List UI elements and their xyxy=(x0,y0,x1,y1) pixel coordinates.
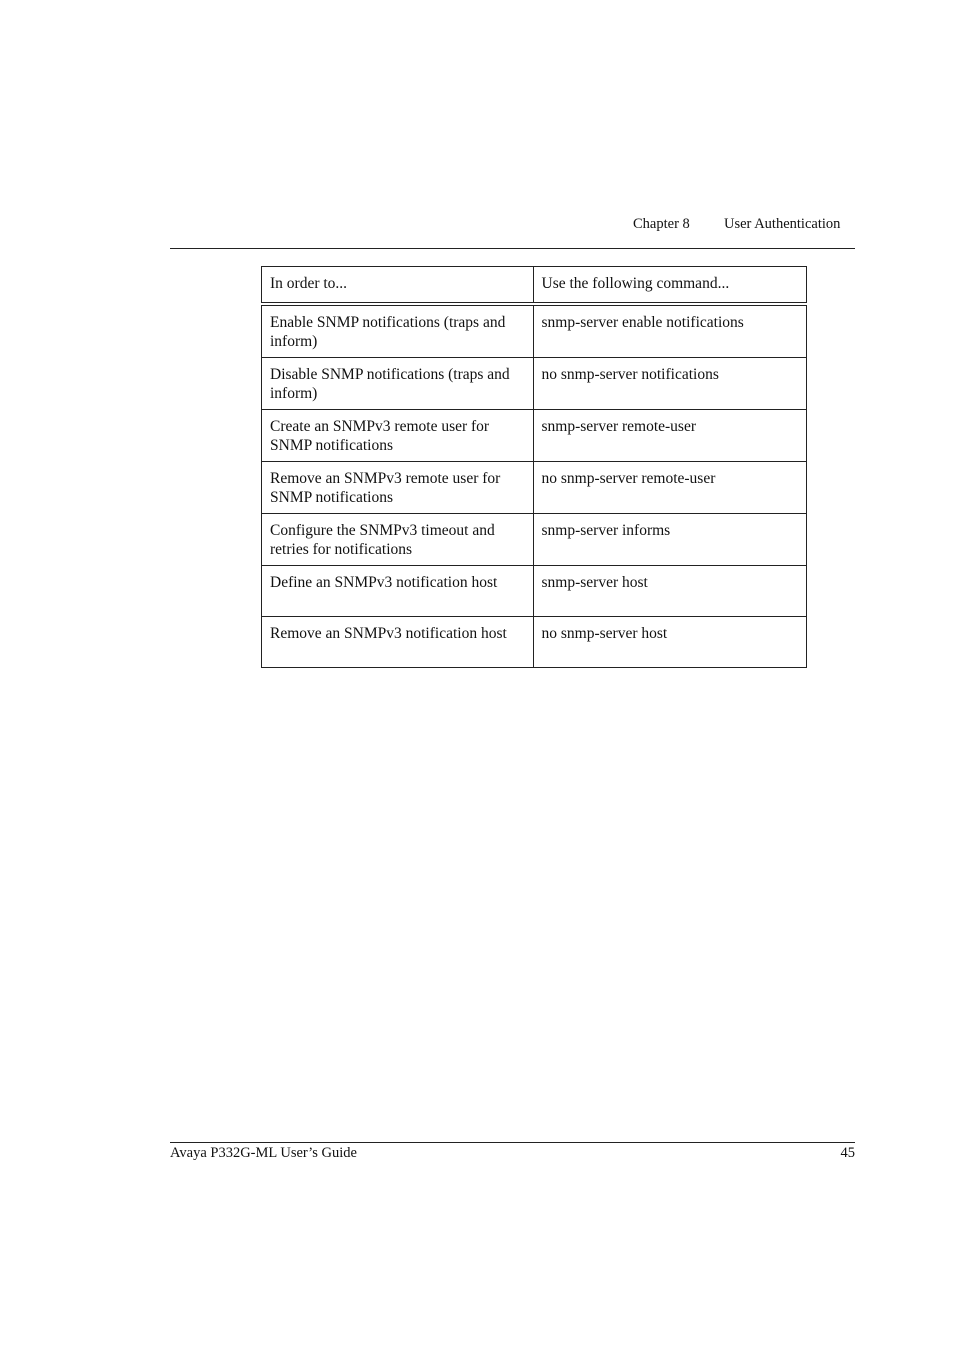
table-row xyxy=(262,461,807,513)
command-cell: snmp-server remote-user xyxy=(533,409,807,461)
column-header-command: Use the following command... xyxy=(533,267,807,304)
task-cell: Enable SNMP notifications (traps and inform) xyxy=(262,304,534,358)
column-header-task: In order to... xyxy=(262,267,534,304)
command-cell: no snmp-server host xyxy=(533,616,807,667)
command-cell: no snmp-server remote-user xyxy=(533,461,807,513)
page-number: 45 xyxy=(840,1145,855,1161)
table-row xyxy=(262,409,807,461)
command-table xyxy=(261,266,807,668)
table-row xyxy=(262,513,807,565)
table-row xyxy=(262,304,807,358)
command-cell: snmp-server enable notifications xyxy=(533,304,807,358)
chapter-label: Chapter 8 xyxy=(633,216,690,232)
table-row xyxy=(262,565,807,616)
command-cell: snmp-server informs xyxy=(533,513,807,565)
table-header-row xyxy=(262,267,807,304)
task-cell: Create an SNMPv3 remote user for SNMP notifications xyxy=(262,409,534,461)
task-cell: Configure the SNMPv3 timeout and retries for notifications xyxy=(262,513,534,565)
task-cell: Define an SNMPv3 notification host xyxy=(262,565,534,616)
task-cell: Remove an SNMPv3 notification host xyxy=(262,616,534,667)
task-cell: Remove an SNMPv3 remote user for SNMP notifications xyxy=(262,461,534,513)
command-cell: snmp-server host xyxy=(533,565,807,616)
section-title: User Authentication xyxy=(724,216,841,232)
page-header xyxy=(170,214,855,249)
guide-title: Avaya P332G-ML User’s Guide xyxy=(170,1145,357,1161)
table-row xyxy=(262,616,807,667)
task-cell: Disable SNMP notifications (traps and inform) xyxy=(262,357,534,409)
command-cell: no snmp-server notifications xyxy=(533,357,807,409)
page-footer xyxy=(170,1142,855,1161)
table-row xyxy=(262,357,807,409)
